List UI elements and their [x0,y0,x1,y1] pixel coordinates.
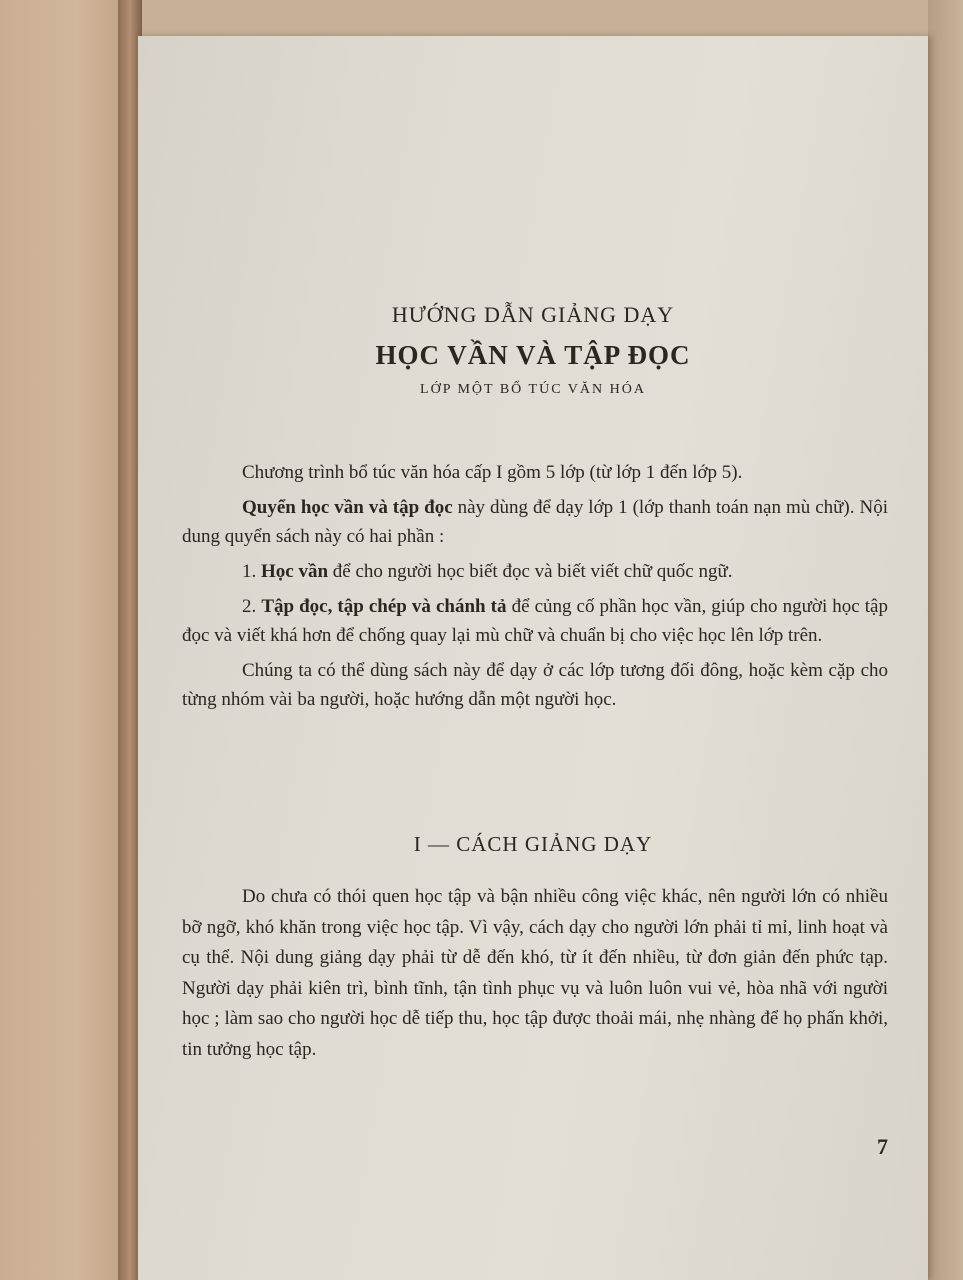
page-number: 7 [877,1134,888,1159]
intro-paragraph-3: Chúng ta có thể dùng sách này để dạy ở các lớp tương đối đông, hoặc kèm cặp cho từng nhóm vài ba người, hoặc hướng dẫn một người học. [182,660,888,710]
intro-list-item-1 [182,557,888,586]
intro-list-item-2-rest: để củng cố phần học vần, giúp cho người học tập đọc và viết khá hơn để chống quay lại mù chữ và chuẩn bị cho việc học lên lớp trên. [182,596,888,646]
intro-paragraph-2-rest: này dùng để dạy lớp 1 (lớp thanh toán nạn mù chữ). Nội dung quyển sách này có hai phần : [182,497,888,547]
intro-list-item-2 [182,592,888,650]
intro-list-item-2-bold: Tập đọc, tập chép và chánh tả [261,596,507,617]
section-paragraph-1: Do chưa có thói quen học tập và bận nhiều công việc khác, nên người lớn có nhiều bỡ ngỡ, khó khăn trong việc học tập. Vì vậy, cách dạy cho người lớn phải tỉ mỉ, linh hoạt và cụ thể. Nội dung giảng dạy phải từ dễ đến khó, từ ít đến nhiều, từ đơn giản đến phức tạp. Người dạy phải kiên trì, bình tĩnh, tận tình phục vụ và luôn luôn vui vẻ, hòa nhã với người học ; làm sao cho người học dễ tiếp thu, học tập được thoải mái, nhẹ nhàng để họ phấn khởi, tin tưởng học tập. [182,886,888,1060]
header-grade: LỚP MỘT BỔ TÚC VĂN HÓA [420,382,646,397]
intro-paragraph-2 [182,493,888,551]
intro-list-item-1-bold: Học vần [261,561,329,582]
section-body [182,882,888,1071]
intro-paragraph-1: Chương trình bổ túc văn hóa cấp I gồm 5 lớp (từ lớp 1 đến lớp 5). [242,462,743,483]
intro-paragraph-2-bold: Quyển học vần và tập đọc [242,497,453,518]
header-subtitle: HƯỚNG DẪN GIẢNG DẠY [391,302,675,327]
intro-list-item-1-rest: để cho người học biết đọc và biết viết chữ quốc ngữ. [328,561,733,582]
section-heading: I — CÁCH GIẢNG DẠY [413,832,653,856]
intro-list-item-2-number: 2. [242,596,262,617]
book-page [138,36,928,1280]
intro-list-item-1-number: 1. [242,561,261,582]
intro-section [182,458,888,720]
page-title: HỌC VẦN VÀ TẬP ĐỌC [375,340,691,370]
background-surface [928,0,963,1280]
